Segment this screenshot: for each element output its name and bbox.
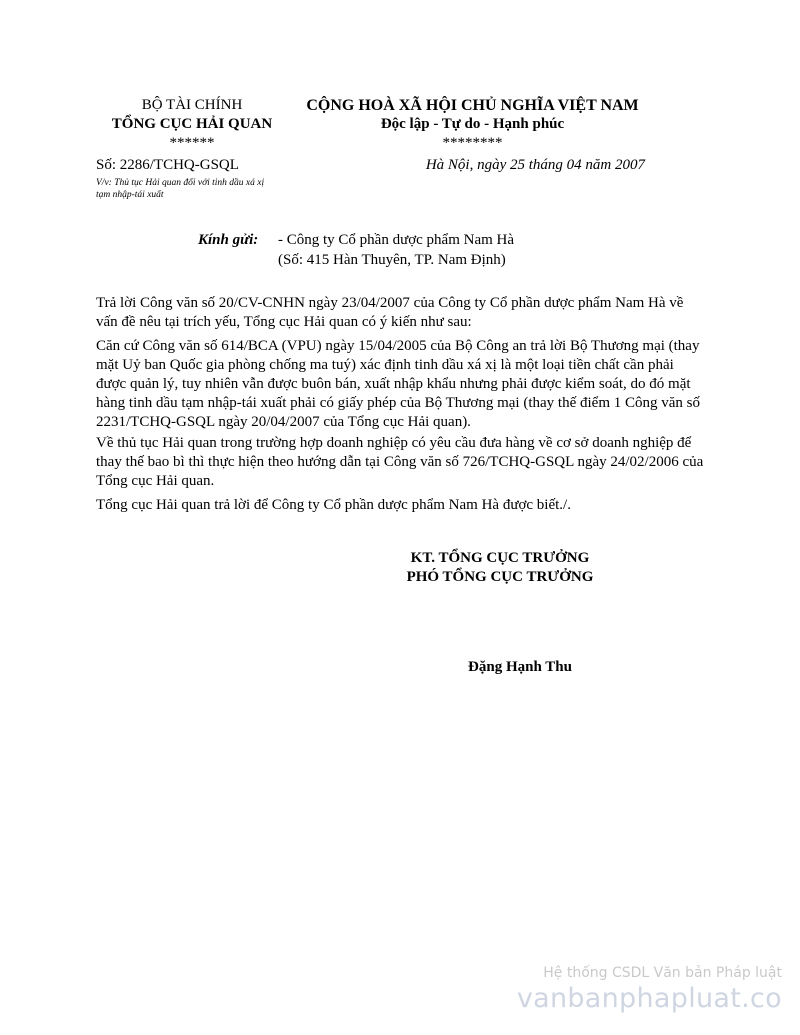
signature-title-2: PHÓ TỔNG CỤC TRƯỞNG bbox=[406, 569, 594, 585]
ministry-name: BỘ TÀI CHÍNH bbox=[141, 97, 243, 113]
document-date: Hà Nội, ngày 25 tháng 04 năm 2007 bbox=[425, 157, 645, 173]
recipient-name: - Công ty Cổ phần dược phẩm Nam Hà bbox=[278, 232, 515, 248]
body-paragraph-2: Căn cứ Công văn số 614/BCA (VPU) ngày 15/04/2005 của Bộ Công an trả lời Bộ Thương mại (thay mặt Uỷ ban Quốc gia phòng chống ma tuý) xác định tinh dầu xá xị là một loại tiền chất cần phải được quản lý, tuy nhiên vẫn được buôn bán, xuất nhập khẩu nhưng phải được kiểm soát, do đó mặt hàng tinh dầu tạm nhập-tái xuất phải có giấy phép của Bộ Thương mại (thay thế điểm 1 Công văn số 2231/TCHQ-GSQL ngày 20/04/2007 của Tổng cục Hải quan). bbox=[96, 338, 700, 430]
watermark-caption: Hệ thống CSDL Văn bản Pháp luật bbox=[543, 965, 782, 981]
issuing-organization bbox=[96, 96, 288, 153]
body-paragraph-4: Tổng cục Hải quan trả lời để Công ty Cổ phần dược phẩm Nam Hà được biết./. bbox=[96, 497, 571, 513]
org-separator-stars: ****** bbox=[169, 135, 215, 151]
recipient-address: (Số: 415 Hàn Thuyên, TP. Nam Định) bbox=[278, 252, 506, 268]
nation-title: CỘNG HOÀ XÃ HỘI CHỦ NGHĨA VIỆT NAM bbox=[306, 97, 639, 114]
recipient-value bbox=[278, 230, 678, 270]
document-number: Số: 2286/TCHQ-GSQL bbox=[96, 157, 239, 173]
subject-line-2: tạm nhập-tái xuất bbox=[96, 190, 164, 200]
signature-title-block bbox=[380, 549, 620, 587]
signer-name: Đặng Hạnh Thu bbox=[468, 659, 572, 675]
recipient-label: Kính gửi: bbox=[198, 232, 259, 248]
body-paragraph-3: Về thủ tục Hải quan trong trường hợp doanh nghiệp có yêu cầu đưa hàng về cơ sở doanh nghiệp để thay thế bao bì thì thực hiện theo hướng dẫn tại Công văn số 726/TCHQ-GSQL ngày 24/02/2006 của Tổng cục Hải quan. bbox=[96, 435, 704, 489]
watermark-site: vanbanphapluat.co bbox=[516, 983, 782, 1014]
nation-separator-stars: ******** bbox=[442, 135, 503, 151]
national-motto: Độc lập - Tự do - Hạnh phúc bbox=[380, 116, 565, 132]
national-header bbox=[300, 96, 645, 153]
recipient-block bbox=[198, 230, 515, 268]
document-subject bbox=[96, 177, 326, 201]
subject-line-1: V/v: Thủ tục Hải quan đối với tinh dầu xá xị bbox=[96, 178, 265, 188]
signature-title-1: KT. TỔNG CỤC TRƯỞNG bbox=[410, 550, 590, 566]
department-name: TỔNG CỤC HẢI QUAN bbox=[111, 116, 273, 132]
body-paragraph-1: Trả lời Công văn số 20/CV-CNHN ngày 23/04/2007 của Công ty Cổ phần dược phẩm Nam Hà về vấn đề nêu tại trích yếu, Tổng cục Hải quan có ý kiến như sau: bbox=[96, 295, 684, 330]
